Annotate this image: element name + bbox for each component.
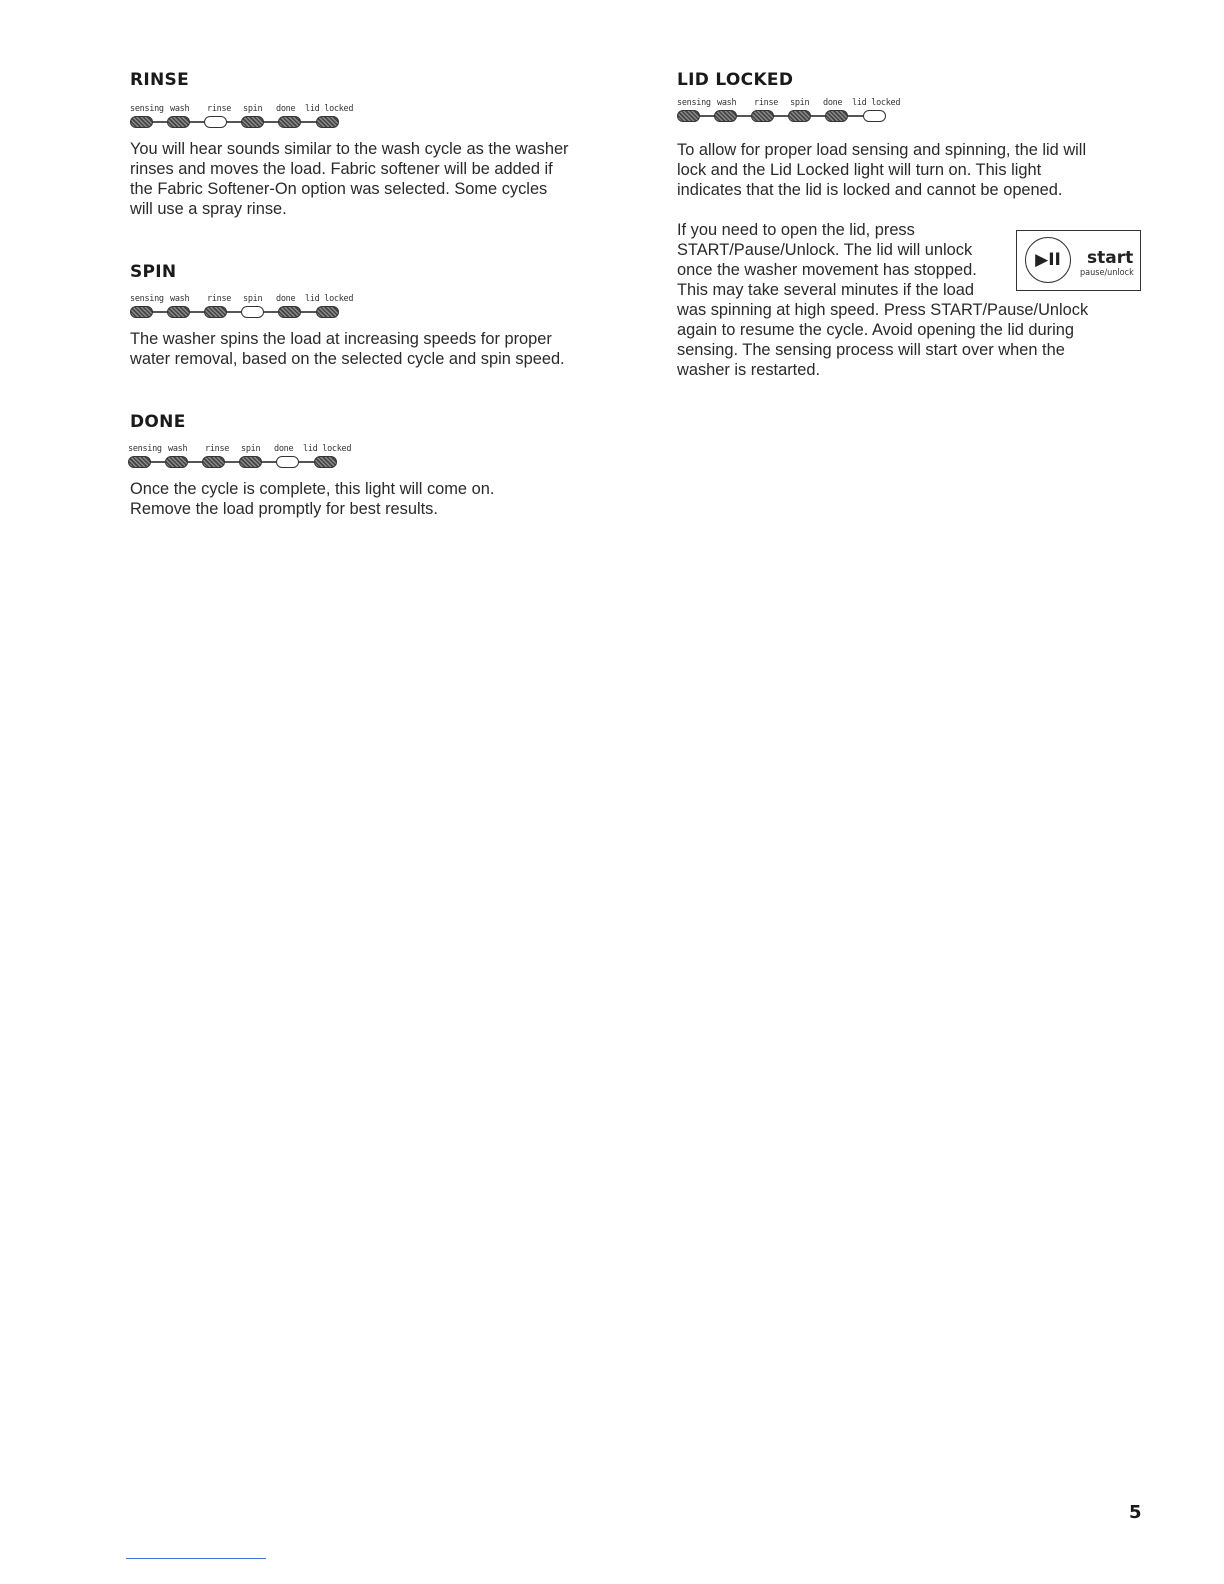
indicator-label: lid locked	[852, 98, 901, 108]
text-line: If you need to open the lid, press	[677, 221, 915, 239]
section-heading: RINSE	[130, 70, 189, 90]
text-line: water removal, based on the selected cycle and spin speed.	[130, 350, 565, 368]
indicator-light	[278, 306, 301, 318]
indicator-label: sensing	[130, 104, 164, 114]
text-line: The washer spins the load at increasing speeds for proper	[130, 330, 552, 348]
indicator-lights	[677, 110, 907, 122]
text-line: washer is restarted.	[677, 361, 821, 379]
text-line: START/Pause/Unlock. The lid will unlock	[677, 241, 973, 259]
section-heading: DONE	[130, 412, 186, 432]
text-line: sensing. The sensing process will start over when the	[677, 341, 1065, 359]
indicator-label: done	[276, 104, 296, 114]
text-line: rinses and moves the load. Fabric softener will be added if	[130, 160, 553, 178]
indicator-label: done	[276, 294, 296, 304]
text-line: was spinning at high speed. Press START/Pause/Unlock	[677, 301, 1089, 319]
indicator-light	[241, 116, 264, 128]
page-number: 5	[1129, 1502, 1142, 1523]
indicator-label: done	[274, 444, 294, 454]
indicator-label: wash	[170, 294, 190, 304]
indicator-label: spin	[243, 104, 263, 114]
section-paragraph	[130, 479, 600, 519]
text-line: will use a spray rinse.	[130, 200, 287, 218]
section-paragraph	[130, 139, 600, 219]
indicator-light	[714, 110, 737, 122]
section-spin	[130, 262, 600, 369]
text-line: again to resume the cycle. Avoid opening the lid during	[677, 321, 1074, 339]
indicator-light-active	[204, 116, 227, 128]
indicator-light	[202, 456, 225, 468]
indicator-labels	[130, 294, 360, 305]
text-line: You will hear sounds similar to the wash cycle as the washer	[130, 140, 569, 158]
indicator-label: lid locked	[303, 444, 352, 454]
footer-rule	[126, 1558, 266, 1559]
indicator-label: wash	[717, 98, 737, 108]
indicator-light	[128, 456, 151, 468]
indicator-labels	[130, 104, 360, 115]
indicator-label: rinse	[207, 294, 232, 304]
indicator-light-active	[863, 110, 886, 122]
text-line: indicates that the lid is locked and cannot be opened.	[677, 181, 1063, 199]
start-pause-unlock-button-illustration	[1016, 230, 1141, 291]
indicator-lights	[130, 306, 360, 318]
section-paragraph	[130, 329, 600, 369]
indicator-label: sensing	[128, 444, 162, 454]
text-line: To allow for proper load sensing and spinning, the lid will	[677, 141, 1087, 159]
indicator-labels	[128, 444, 358, 455]
indicator-light	[165, 456, 188, 468]
indicator-label: sensing	[130, 294, 164, 304]
cycle-status-indicator	[677, 98, 907, 124]
indicator-label: spin	[243, 294, 263, 304]
indicator-label: lid locked	[305, 294, 354, 304]
indicator-label: wash	[168, 444, 188, 454]
indicator-lights	[130, 116, 360, 128]
cycle-status-indicator	[130, 104, 360, 130]
section-heading: LID LOCKED	[677, 70, 794, 90]
indicator-light	[130, 116, 153, 128]
text-line: Remove the load promptly for best results.	[130, 500, 438, 518]
indicator-light-active	[241, 306, 264, 318]
indicator-light	[677, 110, 700, 122]
play-pause-icon: ▶II	[1025, 237, 1071, 283]
indicator-light-active	[276, 456, 299, 468]
indicator-label: rinse	[205, 444, 230, 454]
cycle-status-indicator	[128, 444, 358, 470]
indicator-label: sensing	[677, 98, 711, 108]
indicator-light	[825, 110, 848, 122]
indicator-light	[751, 110, 774, 122]
text-line: the Fabric Softener-On option was selected. Some cycles	[130, 180, 548, 198]
indicator-light	[278, 116, 301, 128]
indicator-label: wash	[170, 104, 190, 114]
indicator-light	[167, 116, 190, 128]
cycle-status-indicator	[130, 294, 360, 320]
indicator-label: rinse	[754, 98, 779, 108]
indicator-labels	[677, 98, 907, 109]
indicator-light	[314, 456, 337, 468]
section-paragraph	[677, 140, 1127, 200]
indicator-label: done	[823, 98, 843, 108]
text-line: This may take several minutes if the load	[677, 281, 974, 299]
text-line: lock and the Lid Locked light will turn on. This light	[677, 161, 1042, 179]
indicator-light	[204, 306, 227, 318]
indicator-lights	[128, 456, 358, 468]
indicator-label: spin	[241, 444, 261, 454]
section-heading: SPIN	[130, 262, 177, 282]
indicator-label: lid locked	[305, 104, 354, 114]
indicator-light	[788, 110, 811, 122]
indicator-light	[239, 456, 262, 468]
indicator-label: spin	[790, 98, 810, 108]
indicator-light	[167, 306, 190, 318]
start-label: start	[1087, 248, 1134, 268]
pause-unlock-label: pause/unlock	[1080, 268, 1134, 278]
indicator-light	[316, 116, 339, 128]
text-line: once the washer movement has stopped.	[677, 261, 977, 279]
text-line: Once the cycle is complete, this light will come on.	[130, 480, 495, 498]
section-lid-locked	[677, 70, 1127, 380]
indicator-label: rinse	[207, 104, 232, 114]
indicator-light	[316, 306, 339, 318]
section-done	[130, 412, 600, 519]
indicator-light	[130, 306, 153, 318]
section-rinse	[130, 70, 600, 219]
